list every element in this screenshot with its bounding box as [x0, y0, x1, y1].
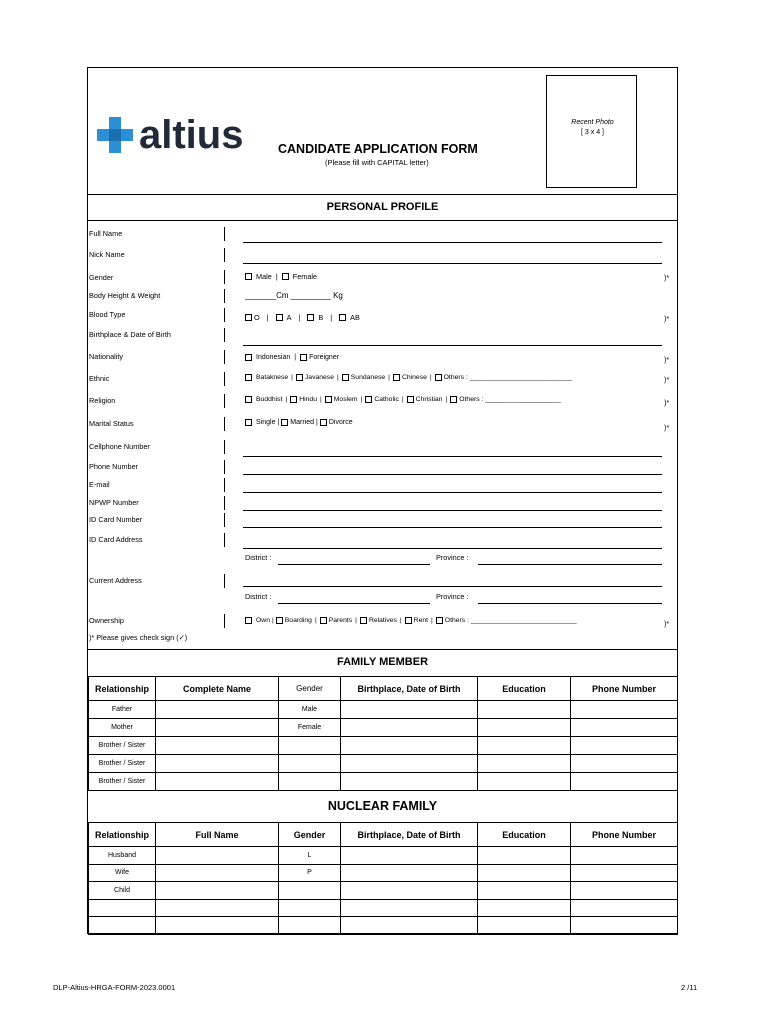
form-title: CANDIDATE APPLICATION FORM: [278, 142, 478, 156]
table-row: [89, 899, 678, 917]
table-cell[interactable]: [341, 701, 478, 719]
current-province-label: Province :: [436, 592, 469, 601]
id-address-label: ID Card Address: [89, 535, 143, 544]
field-separator: [224, 308, 225, 322]
table-row: [89, 917, 678, 935]
altius-cross-logo-icon: [97, 117, 133, 153]
table-cell[interactable]: [156, 755, 279, 773]
table-cell[interactable]: [341, 917, 478, 935]
field-separator: [224, 574, 225, 588]
separator: |: [271, 617, 274, 624]
divorce-label: Divorce: [328, 419, 353, 426]
email-label: E-mail: [89, 480, 110, 489]
table-cell[interactable]: [156, 917, 279, 935]
table-cell[interactable]: [279, 899, 341, 917]
photo-box[interactable]: [546, 75, 637, 188]
indonesian-label: Indonesian: [256, 354, 291, 361]
rent-label: Rent: [413, 617, 429, 624]
relationship-cell: Brother / Sister: [89, 773, 156, 791]
table-cell[interactable]: [341, 737, 478, 755]
relationship-cell: Child: [89, 882, 156, 900]
field-separator: [224, 289, 225, 303]
header-complete-name: Complete Name: [156, 677, 279, 701]
relationship-cell: Father: [89, 701, 156, 719]
full-name-label: Full Name: [89, 229, 123, 238]
religion-options: [245, 396, 561, 403]
relationship-cell: Husband: [89, 847, 156, 865]
moslem-checkbox[interactable]: [325, 396, 332, 403]
table-cell[interactable]: [156, 882, 279, 900]
relationship-cell: Wife: [89, 864, 156, 882]
marital-options: [245, 419, 353, 426]
table-row: [89, 882, 678, 900]
table-cell[interactable]: [341, 755, 478, 773]
separator: |: [294, 354, 297, 361]
gender-options: [245, 272, 317, 281]
npwp-input[interactable]: [243, 510, 662, 511]
blood-ab-label: AB: [350, 313, 360, 322]
table-cell[interactable]: [341, 719, 478, 737]
married-checkbox[interactable]: [281, 419, 288, 426]
ethnic-others-checkbox[interactable]: [435, 374, 442, 381]
field-separator: [224, 440, 225, 454]
table-cell[interactable]: [156, 701, 279, 719]
buddhist-checkbox[interactable]: [245, 396, 252, 403]
ownership-options: [245, 617, 577, 624]
parents-label: Parents: [328, 617, 353, 624]
blood-o-label: O: [254, 313, 260, 322]
bataknese-checkbox[interactable]: [245, 374, 252, 381]
separator: |: [285, 396, 288, 403]
bataknese-label: Bataknese: [256, 374, 289, 381]
parents-checkbox[interactable]: [320, 617, 327, 624]
id-province-label: Province :: [436, 553, 469, 562]
table-row: [89, 847, 678, 865]
header-phone: Phone Number: [571, 677, 678, 701]
cellphone-label: Cellphone Number: [89, 442, 150, 451]
required-mark: )*: [664, 355, 670, 364]
table-cell[interactable]: [571, 917, 678, 935]
field-separator: [224, 533, 225, 547]
field-separator: [224, 350, 225, 364]
header-education: Education: [478, 823, 571, 847]
separator: |: [314, 617, 317, 624]
table-cell[interactable]: [279, 917, 341, 935]
blood-a-label: A: [286, 313, 292, 322]
table-cell[interactable]: P: [279, 864, 341, 882]
table-row: [89, 773, 678, 791]
required-mark: )*: [664, 314, 670, 323]
body-label: Body Height & Weight: [89, 291, 161, 300]
table-cell[interactable]: Male: [279, 701, 341, 719]
separator: |: [275, 272, 278, 281]
religion-others-label: Others : ____________________: [459, 396, 561, 403]
blood-o-checkbox[interactable]: [245, 314, 252, 321]
id-card-input[interactable]: [243, 527, 662, 528]
table-cell[interactable]: [571, 701, 678, 719]
current-province-input[interactable]: [478, 603, 662, 604]
header-gender: Gender: [279, 823, 341, 847]
male-checkbox[interactable]: [245, 273, 252, 280]
table-cell[interactable]: [478, 737, 571, 755]
table-cell[interactable]: [341, 847, 478, 865]
separator: |: [330, 313, 333, 322]
table-cell[interactable]: [279, 882, 341, 900]
table-cell[interactable]: [279, 773, 341, 791]
current-district-label: District :: [245, 592, 272, 601]
divider: [88, 220, 677, 221]
female-label: Female: [292, 272, 318, 281]
separator: |: [360, 396, 363, 403]
blood-b-checkbox[interactable]: [307, 314, 314, 321]
table-cell[interactable]: Female: [279, 719, 341, 737]
separator: |: [337, 374, 339, 381]
separator: |: [266, 313, 269, 322]
page-number: 2 /11: [681, 983, 698, 992]
table-cell[interactable]: [478, 719, 571, 737]
blood-b-label: B: [318, 313, 324, 322]
cellphone-input[interactable]: [243, 456, 662, 457]
phone-label: Phone Number: [89, 462, 139, 471]
id-district-input[interactable]: [278, 564, 430, 565]
header-education: Education: [478, 677, 571, 701]
separator: |: [319, 396, 322, 403]
foreigner-checkbox[interactable]: [300, 354, 307, 361]
own-label: Own: [256, 617, 270, 624]
relationship-cell: Mother: [89, 719, 156, 737]
field-separator: [224, 460, 225, 474]
table-cell[interactable]: [478, 755, 571, 773]
separator: |: [298, 313, 301, 322]
current-address-input[interactable]: [243, 586, 662, 587]
table-cell[interactable]: [571, 864, 678, 882]
relationship-cell: [89, 899, 156, 917]
family-member-table: [88, 676, 678, 791]
chinese-checkbox[interactable]: [393, 374, 400, 381]
separator: |: [355, 617, 357, 624]
sundanese-checkbox[interactable]: [342, 374, 349, 381]
boarding-label: Boarding: [284, 617, 312, 624]
ownership-others-label: Others : ____________________________: [444, 617, 577, 624]
table-cell[interactable]: [571, 719, 678, 737]
relationship-cell: [89, 917, 156, 935]
table-cell[interactable]: [571, 773, 678, 791]
table-cell[interactable]: [156, 737, 279, 755]
religion-others-checkbox[interactable]: [450, 396, 457, 403]
christian-label: Christian: [415, 396, 443, 403]
relationship-cell: Brother / Sister: [89, 755, 156, 773]
check-note: )* Please gives check sign (✓): [89, 633, 188, 642]
table-cell[interactable]: [279, 737, 341, 755]
table-cell[interactable]: [571, 899, 678, 917]
divider: [88, 649, 677, 650]
ethnic-label: Ethnic: [89, 374, 110, 383]
table-header-row: [89, 823, 678, 847]
table-cell[interactable]: [478, 864, 571, 882]
header-relationship: Relationship: [89, 677, 156, 701]
christian-checkbox[interactable]: [407, 396, 414, 403]
field-separator: [224, 513, 225, 527]
personal-profile-title: PERSONAL PROFILE: [326, 201, 439, 213]
indonesian-checkbox[interactable]: [245, 354, 252, 361]
table-header-row: [89, 677, 678, 701]
nick-name-label: Nick Name: [89, 250, 125, 259]
table-cell[interactable]: [571, 737, 678, 755]
ownership-others-checkbox[interactable]: [436, 617, 443, 624]
blood-label: Blood Type: [89, 310, 126, 319]
photo-label: Recent Photo: [571, 119, 614, 126]
table-row: [89, 864, 678, 882]
field-separator: [224, 270, 225, 284]
form-subtitle: (Please fill with CAPITAL letter): [325, 158, 429, 167]
nationality-options: [245, 354, 339, 361]
table-row: [89, 737, 678, 755]
catholic-checkbox[interactable]: [365, 396, 372, 403]
full-name-input[interactable]: [243, 242, 662, 243]
logo-text: altius: [139, 113, 244, 157]
email-input[interactable]: [243, 492, 662, 493]
table-cell[interactable]: [478, 882, 571, 900]
table-row: [89, 701, 678, 719]
separator: |: [388, 374, 390, 381]
id-district-label: District :: [245, 553, 272, 562]
single-label: Single: [256, 419, 276, 426]
separator: |: [277, 419, 280, 426]
nick-name-input[interactable]: [243, 263, 662, 264]
rent-checkbox[interactable]: [405, 617, 412, 624]
field-separator: [224, 614, 225, 628]
nationality-label: Nationality: [89, 352, 124, 361]
buddhist-label: Buddhist: [256, 396, 283, 403]
separator: |: [399, 617, 402, 624]
required-mark: )*: [664, 423, 670, 432]
table-cell[interactable]: [156, 847, 279, 865]
birth-label: Birthplace & Date of Birth: [89, 330, 171, 339]
table-cell[interactable]: [478, 701, 571, 719]
male-label: Male: [256, 272, 272, 281]
field-separator: [224, 394, 225, 408]
npwp-label: NPWP Number: [89, 498, 139, 507]
field-separator: [224, 478, 225, 492]
relatives-checkbox[interactable]: [360, 617, 367, 624]
field-separator: [224, 328, 225, 342]
ethnic-options: [245, 374, 572, 381]
table-row: [89, 755, 678, 773]
javanese-label: Javanese: [304, 374, 334, 381]
current-address-label: Current Address: [89, 576, 142, 585]
blood-ab-checkbox[interactable]: [339, 314, 346, 321]
header-phone: Phone Number: [571, 823, 678, 847]
table-cell[interactable]: [156, 864, 279, 882]
female-checkbox[interactable]: [282, 273, 289, 280]
catholic-label: Catholic: [374, 396, 399, 403]
table-cell[interactable]: [341, 899, 478, 917]
current-district-input[interactable]: [278, 603, 430, 604]
table-cell[interactable]: [478, 773, 571, 791]
table-cell[interactable]: [341, 864, 478, 882]
doc-code: DLP-Altius-HRGA-FORM-2023.0001: [53, 983, 176, 992]
table-cell[interactable]: [156, 719, 279, 737]
separator: |: [431, 617, 433, 624]
required-mark: )*: [664, 398, 670, 407]
nuclear-family-title: NUCLEAR FAMILY: [327, 799, 438, 813]
hindu-checkbox[interactable]: [290, 396, 297, 403]
table-cell[interactable]: [571, 882, 678, 900]
separator: |: [291, 374, 293, 381]
id-province-input[interactable]: [478, 564, 662, 565]
required-mark: )*: [664, 273, 670, 282]
moslem-label: Moslem: [333, 396, 358, 403]
table-cell[interactable]: [478, 917, 571, 935]
divorce-checkbox[interactable]: [320, 419, 327, 426]
separator: |: [445, 396, 448, 403]
table-cell[interactable]: [478, 847, 571, 865]
separator: |: [401, 396, 404, 403]
javanese-checkbox[interactable]: [296, 374, 303, 381]
field-separator: [224, 248, 225, 262]
nuclear-family-table: [88, 822, 678, 935]
table-cell[interactable]: [571, 755, 678, 773]
birth-input[interactable]: [243, 345, 662, 346]
header-relationship: Relationship: [89, 823, 156, 847]
married-label: Married: [290, 419, 315, 426]
body-measure[interactable]: _______Cm _________ Kg: [245, 291, 343, 300]
id-card-label: ID Card Number: [89, 515, 143, 524]
photo-size: [ 3 x 4 ]: [581, 129, 604, 136]
own-checkbox[interactable]: [245, 617, 252, 624]
divider: [88, 194, 677, 195]
phone-input[interactable]: [243, 474, 662, 475]
sundanese-label: Sundanese: [350, 374, 386, 381]
field-separator: [224, 372, 225, 386]
relationship-cell: Brother / Sister: [89, 737, 156, 755]
relatives-label: Relatives: [368, 617, 397, 624]
table-cell[interactable]: [571, 847, 678, 865]
header-gender: Gender: [279, 677, 341, 701]
blood-a-checkbox[interactable]: [276, 314, 283, 321]
blood-options: [245, 313, 360, 322]
foreigner-label: Foreigner: [309, 354, 340, 361]
table-cell[interactable]: [279, 755, 341, 773]
table-cell[interactable]: [156, 899, 279, 917]
header-birth: Birthplace, Date of Birth: [341, 823, 478, 847]
single-checkbox[interactable]: [245, 419, 252, 426]
header-full-name: Full Name: [156, 823, 279, 847]
table-cell[interactable]: [156, 773, 279, 791]
table-cell[interactable]: L: [279, 847, 341, 865]
marital-label: Marital Status: [89, 419, 134, 428]
required-mark: )*: [664, 375, 670, 384]
table-cell[interactable]: [341, 773, 478, 791]
chinese-label: Chinese: [401, 374, 427, 381]
separator: |: [316, 419, 318, 426]
religion-label: Religion: [89, 396, 116, 405]
field-separator: [224, 496, 225, 510]
field-separator: [224, 417, 225, 431]
boarding-checkbox[interactable]: [276, 617, 283, 624]
table-cell[interactable]: [478, 899, 571, 917]
table-cell[interactable]: [341, 882, 478, 900]
ethnic-others-label: Others : ___________________________: [443, 374, 572, 381]
ownership-label: Ownership: [89, 616, 124, 625]
family-member-title: FAMILY MEMBER: [336, 656, 429, 668]
hindu-label: Hindu: [299, 396, 317, 403]
table-row: [89, 719, 678, 737]
required-mark: )*: [664, 619, 670, 628]
separator: |: [429, 374, 432, 381]
gender-label: Gender: [89, 273, 114, 282]
field-separator: [224, 227, 225, 241]
header-birth: Birthplace, Date of Birth: [341, 677, 478, 701]
id-address-input[interactable]: [243, 548, 662, 549]
